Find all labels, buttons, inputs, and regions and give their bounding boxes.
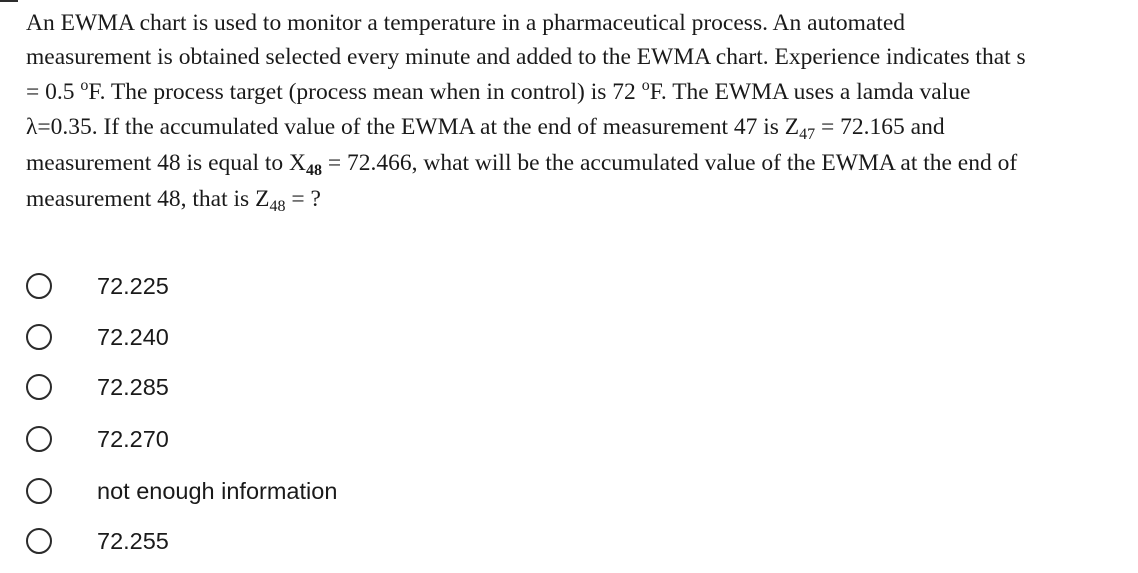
answer-option-label: 72.255 [97, 527, 169, 554]
answer-option-label: 72.285 [97, 373, 169, 400]
answer-option[interactable] [26, 469, 337, 513]
answer-option-label: 72.270 [97, 425, 169, 452]
answer-option-label: 72.225 [97, 272, 169, 299]
question-line: measurement 48 is equal to $X_{48} = 72.466$, what will be the accumulated value of the EWMA at the end of [26, 150, 1018, 179]
subscript: 48 [269, 198, 286, 215]
radio-button[interactable] [26, 478, 52, 504]
question-line: measurement is obtained selected every minute and added to the EWMA chart. Experience indicates that s [26, 44, 1026, 70]
subscript: 48 [305, 162, 322, 179]
radio-button[interactable] [26, 426, 52, 452]
question-line: measurement 48, that is $Z_{48}$ = ? [26, 186, 321, 215]
radio-button[interactable] [26, 528, 52, 554]
radio-button[interactable] [26, 273, 52, 299]
question-line: λ=0.35. If the accumulated value of the EWMA at the end of measurement 47 is $Z_{47} = 72.165$ and [26, 114, 945, 143]
subscript: 47 [799, 126, 816, 143]
answer-option[interactable] [26, 519, 169, 563]
corner-mark [0, 0, 18, 2]
radio-button[interactable] [26, 324, 52, 350]
question-line: = 0.5 $^o$F. The process target (process mean when in control) is 72 $^o$F. The EWMA uses a lamda value [26, 77, 971, 105]
answer-option-label: 72.240 [97, 323, 169, 350]
answer-option-label: not enough information [97, 477, 338, 504]
answer-option[interactable] [26, 417, 169, 461]
answer-option[interactable] [26, 315, 169, 359]
answer-option[interactable] [26, 365, 169, 409]
question-text [26, 6, 1131, 217]
degree-superscript: o [641, 77, 650, 94]
answer-option[interactable] [26, 264, 169, 308]
radio-button[interactable] [26, 374, 52, 400]
question-line: An EWMA chart is used to monitor a temperature in a pharmaceutical process. An automated [26, 10, 906, 36]
degree-superscript: o [80, 77, 89, 94]
